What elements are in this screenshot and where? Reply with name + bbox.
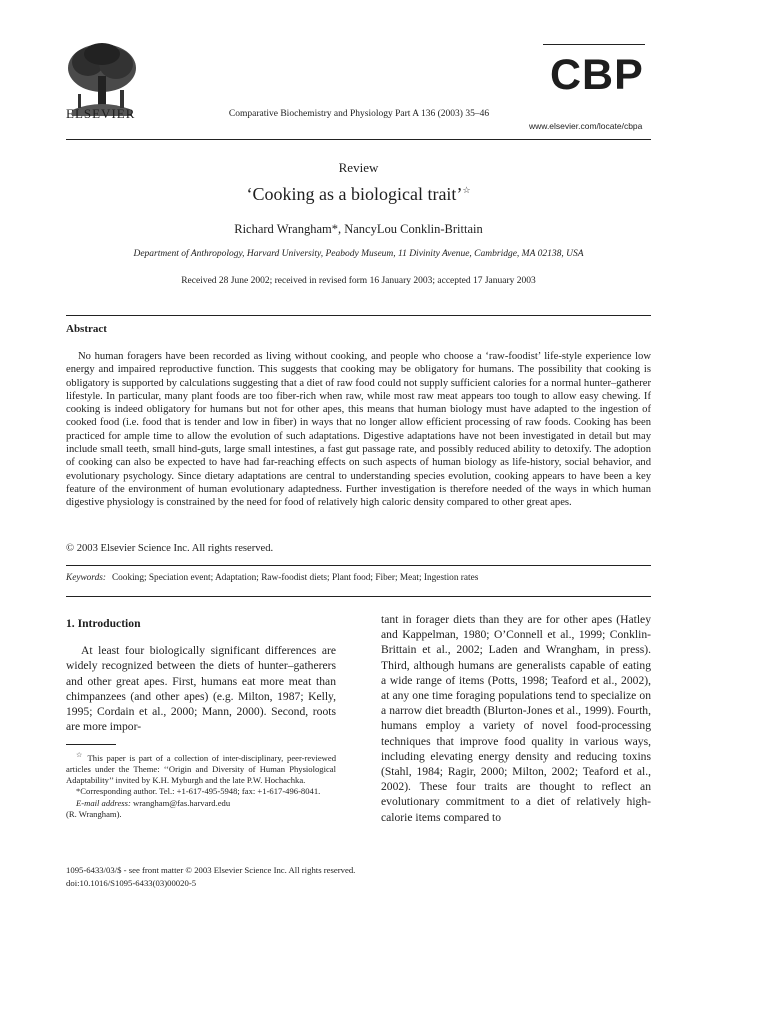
section-heading-introduction: 1. Introduction (66, 617, 141, 630)
intro-paragraph-right: tant in forager diets than they are for other apes (Hatley and Kappelman, 1980; O’Connell et al., 1999; Conklin-Brittain et al., 2002; Laden and Wrangham, in press). Third, although humans are generalists capable of eating a wide range of items (Potts, 1998; Teaford et al., 2002), at any one time foraging populations tend to specialize on a narrow diet breadth (Blurton-Jones et al., 1999). Fourth, humans employ a variety of novel food-processing techniques that improve food quality in various ways, including elevating energy density and reducing toxins (Stahl, 1984; Ragir, 2000; Milton, 2002; Teaford et al., 2002). These four traits are thought to reflect an evolutionary commitment to a diet of relatively high-calorie items compared to (381, 613, 651, 824)
affiliation: Department of Anthropology, Harvard University, Peabody Museum, 11 Divinity Avenue, Cambridge, MA 02138, USA (133, 249, 584, 259)
journal-citation: Comparative Biochemistry and Physiology Part A 136 (2003) 35–46 (228, 109, 490, 119)
article-history: Received 28 June 2002; received in revised form 16 January 2003; accepted 17 January 2003 (181, 276, 536, 286)
email-address[interactable]: wrangham@fas.harvard.edu (132, 797, 231, 808)
abstract-heading: Abstract (66, 323, 107, 335)
footnote-rule (66, 744, 116, 745)
issn-line: 1095-6433/03/$ - see front matter © 2003 Elsevier Science Inc. All rights reserved. (66, 865, 356, 875)
keywords (66, 573, 478, 583)
title-footnote-mark[interactable]: ☆ (462, 185, 471, 195)
abstract-top-rule (66, 315, 651, 316)
abstract-text: No human foragers have been recorded as living without cooking, and people who choose a ‘raw-foodist’ life-style experience low energy and impaired reproductive function. This suggests that cooking may be obligatory for humans. The possibility that cooking is obligatory is supported by calculations suggesting that a diet of raw food could not supply sufficient calories for a normal hunter–gatherer lifestyle. In particular, many plant foods are too fiber-rich when raw, while most raw meat appears too tough to allow easy chewing. If cooking is indeed obligatory for humans but not for other apes, this means that human biology must have adapted to the ingestion of cooked food (i.e. food that is tender and low in fiber) in ways that no longer allow efficient processing of raw foods. Cooking has been practiced for ample time to allow the evolution of such adaptations. Digestive adaptations have not been investigated in detail but may include small teeth, small hind-guts, large small intestines, a fast gut passage rate, and possibly reduced ability to detoxify. The adoption of cooking can also be expected to have had far-reaching effects on such aspects of human biology as life-history, social behavior, and evolutionary psychology. Since dietary adaptations are central to understanding species evolution, cooking appears to have been a key feature of the environment of human evolutionary adaptedness. Further investigation is therefore needed of the ways in which human digestive physiology is constrained by the need for food of relatively high caloric density compared to other great apes. (66, 351, 651, 509)
header-divider (66, 139, 651, 140)
footnotes (66, 750, 336, 820)
journal-url[interactable]: www.elsevier.com/locate/cbpa (529, 121, 643, 131)
corresponding-author-note: *Corresponding author. Tel.: +1-617-495-5948; fax: +1-617-496-8041. (76, 786, 321, 797)
article-type: Review (338, 160, 379, 175)
email-note (66, 798, 336, 809)
keywords-rule (66, 596, 651, 597)
author-list: Richard Wrangham*, NancyLou Conklin-Brittain (234, 222, 483, 236)
email-label: E-mail address: (76, 797, 131, 808)
footnote-mark: ☆ (76, 751, 84, 759)
publisher-name: ELSEVIER (66, 106, 136, 121)
article-title: ‘Cooking as a biological trait’☆ (246, 184, 471, 204)
doi-line[interactable]: doi:10.1016/S1095-6433(03)00020-5 (66, 877, 197, 888)
page-footer (66, 864, 355, 889)
journal-logo: CBP (550, 51, 644, 99)
abstract-bottom-rule (66, 565, 651, 566)
keywords-list: Cooking; Speciation event; Adaptation; Raw-foodist diets; Plant food; Fiber; Meat; Ingestion rates (111, 573, 479, 583)
abstract-copyright: © 2003 Elsevier Science Inc. All rights reserved. (66, 543, 274, 554)
email-owner: (R. Wrangham). (66, 808, 122, 819)
keywords-label: Keywords: (66, 573, 106, 583)
theme-footnote: ☆ This paper is part of a collection of inter-disciplinary, peer-reviewed articles under the Theme: ‘‘Origin and Diversity of Human Physiological Adaptability’’ invited by K.H. Myburgh and the late P.W. Hochachka. (66, 751, 336, 786)
left-column (66, 616, 336, 734)
journal-logo-rule (543, 44, 645, 45)
right-column (381, 612, 651, 825)
intro-paragraph-left: At least four biologically significant differences are widely recognized between the diets of hunter–gatherers and other great apes. First, humans eat more meat than chimpanzees (and other apes) (e.g. Milton, 1987; Kelly, 1995; Cordain et al., 2000; Mann, 2000). Second, roots are more impor- (66, 644, 336, 734)
